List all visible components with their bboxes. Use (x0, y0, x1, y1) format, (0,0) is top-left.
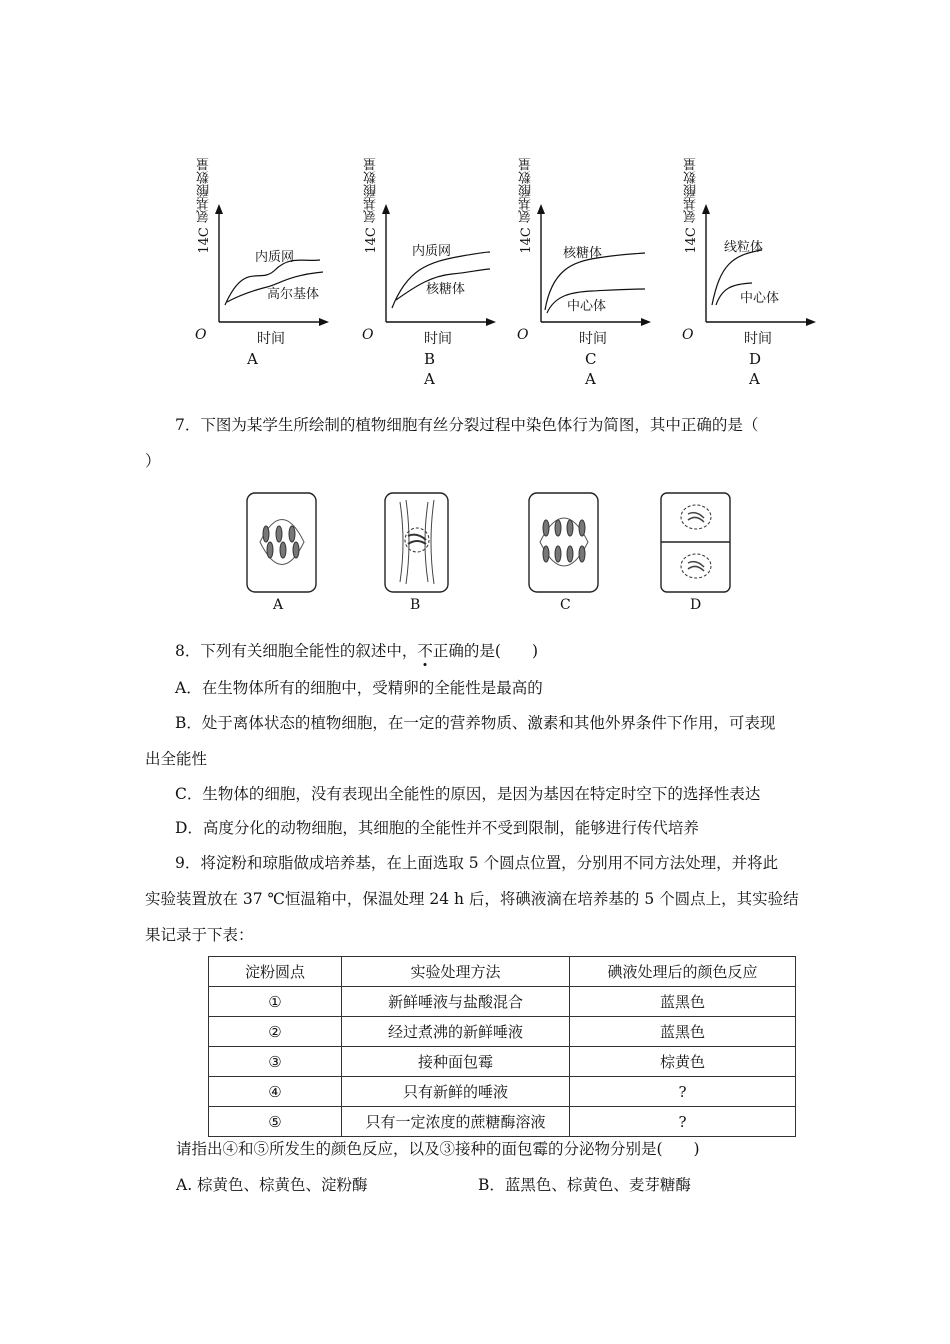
origin-label: O (195, 327, 207, 343)
table-cell: 蓝黑色 (570, 1017, 796, 1047)
q9-stem-line3: 果记录于下表： (145, 926, 254, 944)
y-axis-label: 14C 氨基酸数量 (364, 158, 379, 254)
q8-stem-emphasis: 不 (417, 642, 433, 660)
curve-label-2: 中心体 (567, 299, 607, 314)
q9-option-b: B．蓝黑色、棕黄色、麦芽糖酶 (478, 1176, 691, 1194)
graph-d-plot (692, 150, 852, 350)
table-cell: 接种面包霉 (342, 1047, 570, 1077)
q9-stem-line1: 9．将淀粉和琼脂做成培养基，在上面选取 5 个圆点位置，分别用不同方法处理，并将此 (175, 854, 779, 872)
table-row (209, 1047, 796, 1077)
q8-option-d: D．高度分化的动物细胞，其细胞的全能性并不受到限制，能够进行传代培养 (175, 819, 699, 837)
graph-c-plot (527, 150, 687, 350)
table-row (209, 1107, 796, 1137)
table-row (209, 987, 796, 1017)
q8-stem (145, 636, 810, 666)
cell-label-d: D (690, 597, 702, 613)
graph-c (517, 150, 687, 390)
q7-stem: 7．下图为某学生所绘制的植物细胞有丝分裂过程中染色体行为简图，其中正确的是（ (175, 416, 759, 434)
table-cell: ④ (209, 1077, 342, 1107)
q8-option-b-line2: 出全能性 (145, 750, 208, 768)
cell-d-diagram (660, 492, 732, 594)
cell-label-a: A (273, 597, 284, 613)
cell-a-diagram (246, 492, 318, 594)
table-cell: ⑤ (209, 1107, 342, 1137)
table-row (209, 1017, 796, 1047)
graph-b (362, 150, 532, 390)
graph-letter: B (424, 350, 436, 368)
cell-label-c: C (560, 597, 571, 613)
cell-label-b: B (410, 597, 421, 613)
graph-d (682, 150, 852, 390)
table-header-row (209, 957, 796, 987)
table-header: 实验处理方法 (342, 957, 570, 987)
cell-c-diagram (528, 492, 600, 594)
y-axis-label: 14C 氨基酸数量 (519, 158, 534, 254)
table-cell: 只有新鲜的唾液 (342, 1077, 570, 1107)
table-cell: 只有一定浓度的蔗糖酶溶液 (342, 1107, 570, 1137)
x-axis-label: 时间 (424, 331, 452, 347)
x-axis-label: 时间 (257, 331, 285, 347)
origin-label: O (682, 327, 694, 343)
table-header: 淀粉圆点 (209, 957, 342, 987)
table-cell: ③ (209, 1047, 342, 1077)
origin-label: O (362, 327, 374, 343)
table-cell: 蓝黑色 (570, 987, 796, 1017)
curve-label-2: 中心体 (740, 291, 780, 306)
graph-sub: A (424, 370, 435, 388)
graph-letter: D (749, 350, 762, 368)
curve-label-2: 高尔基体 (267, 287, 320, 302)
table-cell: 棕黄色 (570, 1047, 796, 1077)
origin-label: O (517, 327, 529, 343)
q9-stem-line2: 实验装置放在 37 ℃恒温箱中，保温处理 24 h 后，将碘液滴在培养基的 5 个圆点上，其实验结 (145, 890, 799, 908)
q7-close: ） (145, 452, 161, 470)
q8-stem-part1: 8．下列有关细胞全能性的叙述中， (175, 642, 418, 660)
table-row (209, 1077, 796, 1107)
table-cell: ① (209, 987, 342, 1017)
q9-ask: 请指出④和⑤所发生的颜色反应，以及③接种的面包霉的分泌物分别是( ) (176, 1140, 700, 1158)
graph-a (195, 150, 365, 390)
curve-label-1: 内质网 (412, 244, 452, 259)
table-cell: ? (570, 1077, 796, 1107)
curve-label-2: 核糖体 (426, 282, 466, 297)
x-axis-label: 时间 (744, 331, 772, 347)
table-cell: ② (209, 1017, 342, 1047)
y-axis-label: 14C 氨基酸数量 (684, 158, 699, 254)
graph-letter: A (247, 350, 258, 368)
table-cell: 新鲜唾液与盐酸混合 (342, 987, 570, 1017)
q8-stem-part2: 正确的是( ) (432, 642, 538, 660)
y-axis-label: 14C 氨基酸数量 (197, 158, 212, 254)
q8-option-b-line1: B．处于离体状态的植物细胞，在一定的营养物质、激素和其他外界条件下作用，可表现 (175, 714, 776, 732)
x-axis-label: 时间 (579, 331, 607, 347)
q9-option-a: A. 棕黄色、棕黄色、淀粉酶 (176, 1176, 368, 1194)
cell-b-diagram (384, 492, 450, 594)
graph-b-plot (372, 150, 532, 350)
q8-option-c: C．生物体的细胞，没有表现出全能性的原因，是因为基因在特定时空下的选择性表达 (175, 785, 761, 803)
table-cell: 经过煮沸的新鲜唾液 (342, 1017, 570, 1047)
curve-label-1: 内质网 (255, 250, 295, 265)
graph-letter: C (585, 350, 597, 368)
graph-sub: A (585, 370, 596, 388)
graph-sub: A (749, 370, 760, 388)
q8-option-a: A．在生物体所有的细胞中，受精卵的全能性是最高的 (175, 679, 543, 697)
curve-label-1: 线粒体 (724, 240, 764, 255)
curve-label-1: 核糖体 (563, 246, 603, 261)
table-cell: ? (570, 1107, 796, 1137)
results-table (208, 956, 796, 1137)
table-header: 碘液处理后的颜色反应 (570, 957, 796, 987)
